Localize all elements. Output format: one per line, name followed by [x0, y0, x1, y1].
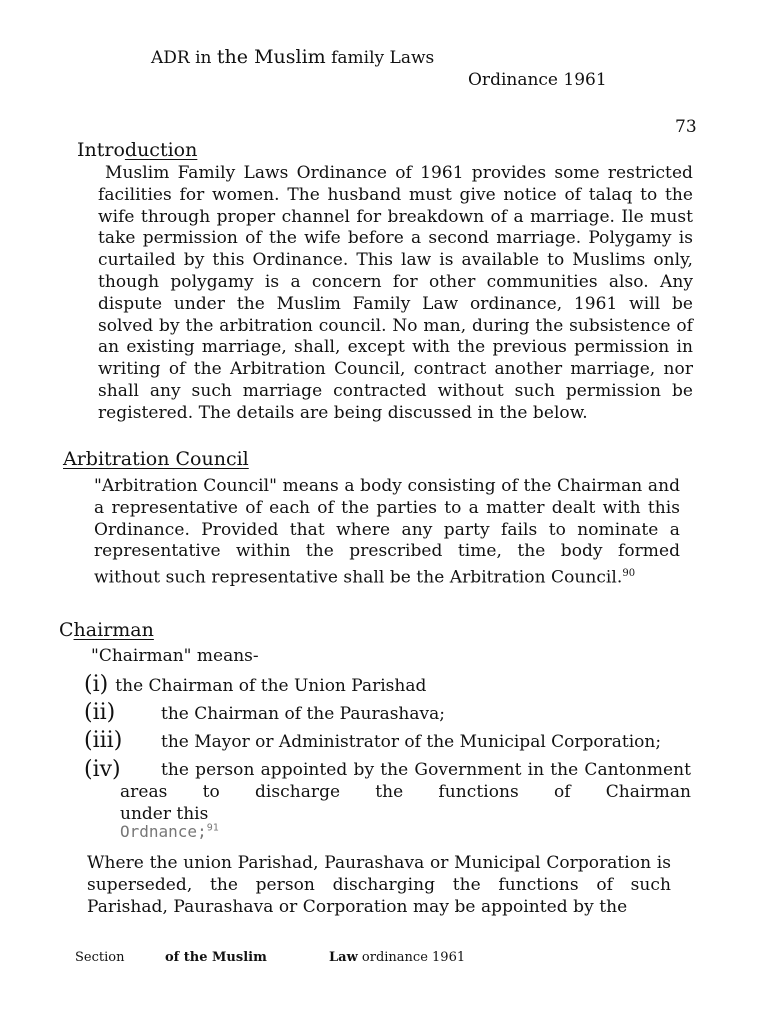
- list-item-number: (iv): [84, 757, 121, 782]
- list-item: [84, 672, 426, 697]
- list-item: [84, 700, 115, 725]
- title-in: in: [189, 48, 217, 68]
- introduction-paragraph: Muslim Family Laws Ordinance of 1961 provides some restricted facilities for women. The husband must give notice of talaq to the wife through proper channel for breakdown of a marriage. Ile must take permission of the wife before a second marriage. Polygamy is curtailed by this Ordinance. This law is available to Muslims only, though polygamy is a concern for other communities also. Any dispute under the Muslim Family Law ordinance, 1961 will be solved by the arbitration council. No man, during the subsistence of an existing marriage, shall, except with the previous permission in writing of the Arbitration Council, contract another marriage, nor shall any such marriage contracted without such permission be registered. The details are being discussed in the below.: [98, 163, 693, 423]
- chairman-heading-prefix: C: [59, 619, 74, 641]
- chairman-means: "Chairman" means-: [91, 646, 259, 666]
- list-item-number: (iii): [84, 728, 123, 753]
- ordinance-word: Ordnance;: [120, 822, 207, 841]
- list-item-text: the person appointed by the Government in the Cantonment areas to discharge the functions of Chairman: [120, 760, 691, 802]
- title-the-muslim: the Muslim: [216, 46, 326, 68]
- list-item: [84, 728, 122, 753]
- ordinance-reference: [120, 822, 219, 841]
- document-title-line2: Ordinance 1961: [468, 70, 607, 90]
- arbitration-footnote: 90: [622, 568, 636, 580]
- list-item-text: the Chairman of the Union Parishad: [115, 676, 427, 696]
- list-item-text: the Mayor or Administrator of the Municipal Corporation;: [161, 732, 662, 752]
- footer-ordinance: ordinance 1961: [357, 950, 466, 965]
- introduction-heading-underlined: duction: [124, 139, 198, 161]
- footer-law: [329, 950, 465, 965]
- footer-section: Section: [75, 950, 125, 965]
- footer-law-word: Law: [329, 950, 358, 965]
- arbitration-body: "Arbitration Council" means a body consisting of the Chairman and a representative of each of the parties to a matter dealt with this Ordinance. Provided that where any party fails to nominate a representative within the prescribed time, the body formed without such representative shall be the Arbitration Council.: [94, 476, 680, 588]
- list-item: [84, 757, 121, 782]
- arbitration-heading: [63, 448, 249, 470]
- title-adr: ADR: [151, 48, 190, 68]
- chairman-footnote: 91: [206, 822, 219, 834]
- page-number: 73: [675, 117, 697, 137]
- where-paragraph: Where the union Parishad, Paurashava or Municipal Corporation is superseded, the person discharging the functions of such Parishad, Paurashava or Corporation may be appointed by the: [87, 853, 671, 917]
- list-item-number: (ii): [84, 700, 116, 725]
- footer-of-the-muslim: of the Muslim: [165, 950, 267, 965]
- arbitration-paragraph: [94, 476, 680, 590]
- introduction-heading: [77, 139, 197, 161]
- arbitration-heading-text: Arbitration Council: [63, 448, 249, 470]
- document-title: [151, 46, 434, 68]
- title-family-laws: family Laws: [325, 48, 435, 68]
- chairman-heading-underlined: hairman: [73, 619, 154, 641]
- chairman-heading: [59, 619, 154, 641]
- list-item-text-tail: under this: [120, 804, 209, 824]
- list-item-number: (i): [84, 672, 109, 697]
- introduction-heading-prefix: Intro: [77, 139, 125, 161]
- list-item-text: the Chairman of the Paurashava;: [161, 704, 445, 724]
